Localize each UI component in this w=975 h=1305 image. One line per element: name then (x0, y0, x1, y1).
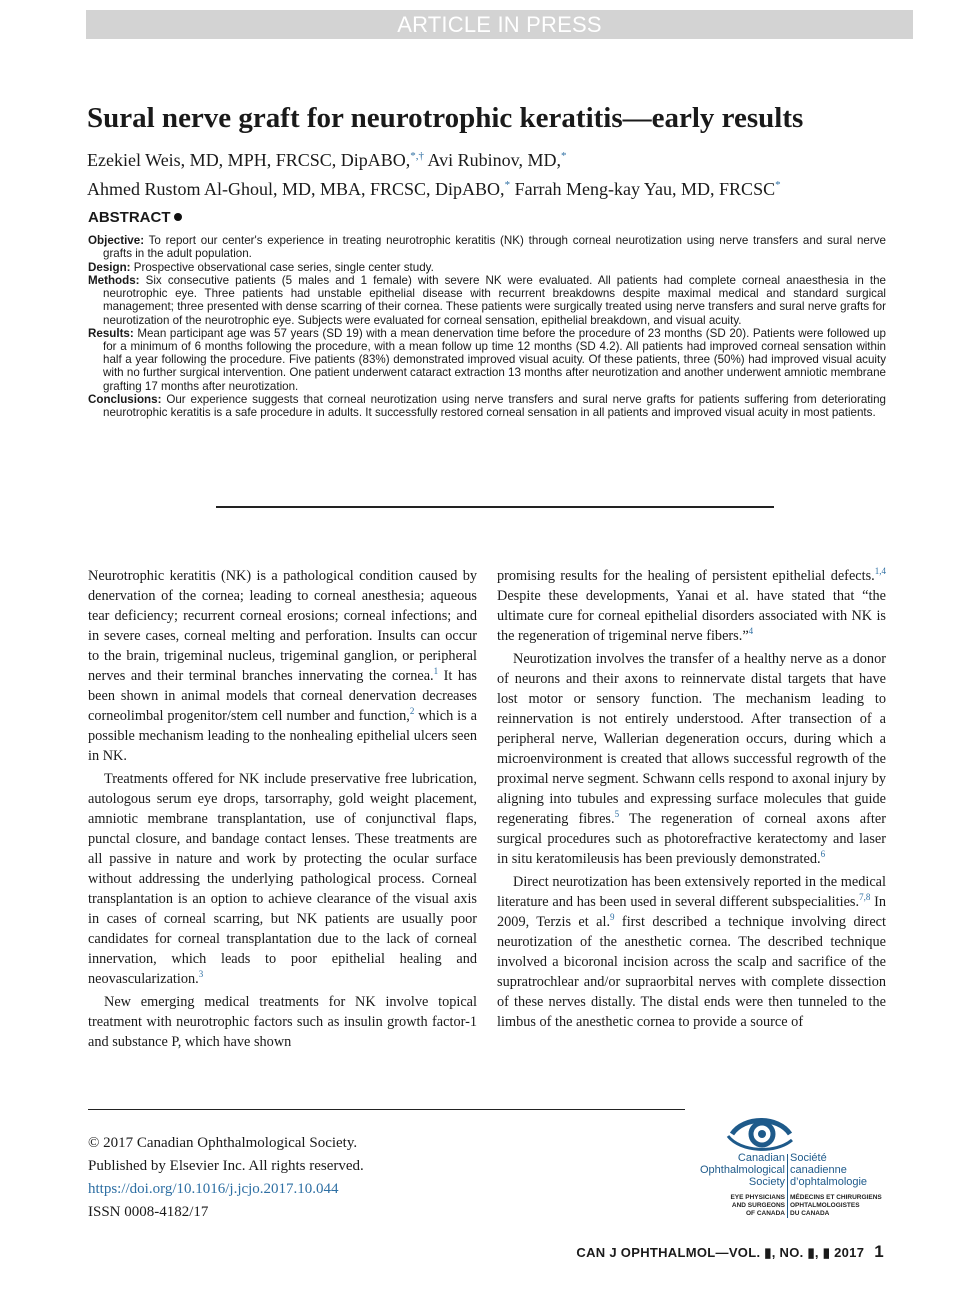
author-rubinov[interactable]: Avi Rubinov, MD, (427, 150, 562, 170)
logo-text: Canadian (737, 1152, 785, 1164)
author-affiliation-mark[interactable]: * (504, 179, 511, 191)
abstract-text: Our experience suggests that corneal neurotization using nerve transfers and sural nerve grafts for patients suffering from deteriorating neurotrophic keratitis is a safe procedure in adults. It successfully restored corneal sensation in all patients and improved visual acuity in most patients. (103, 393, 886, 420)
citation-link[interactable]: 9 (610, 912, 615, 923)
citation-link[interactable]: 1 (433, 666, 439, 677)
journal-citation: CAN J OPHTHALMOL—VOL. ▮, NO. ▮, ▮ 2017 (576, 1245, 865, 1260)
abstract-divider (216, 506, 774, 508)
body-text: It has been shown in animal models that corneal denervation decreases corneolimbal progenitor/stem cell number and function, (88, 668, 477, 724)
abstract-label: Objective: (88, 234, 145, 247)
author-weis[interactable]: Ezekiel Weis, MD, MPH, FRCSC, DipABO, (87, 150, 411, 170)
body-column-right (497, 566, 886, 1035)
abstract-text: Six consecutive patients (5 males and 1 female) with severe NK were evaluated. All patients had complete corneal anaesthesia in the neurotrophic eye. Three patients had unstable epithelial disease with recurrent breakdowns despite maximal medical and standard surgical management; three presented with dense scarring of their cornea. These patients were surgically treated using nerve transfers and sural nerve grafts for neurotization of the neurotrophic eye. Subjects were evaluated for corneal sensation, epithelial breakdown, and visual acuity. (103, 274, 886, 327)
logo-text: OPHTALMOLOGISTES (790, 1202, 860, 1209)
body-text: which is a possible mechanism leading to the nonhealing epithelial ulcers seen in NK. (88, 708, 477, 764)
logo-text: Society (748, 1176, 785, 1188)
body-paragraph (88, 566, 477, 766)
logo-text: AND SURGEONS (731, 1202, 785, 1209)
abstract-label: Results: (88, 327, 134, 341)
abstract-label: Methods: (88, 274, 140, 288)
logo-text: canadienne (790, 1164, 847, 1176)
logo-text: OF CANADA (746, 1210, 785, 1217)
logo-text: d’ophtalmologie (790, 1176, 868, 1188)
running-footer (576, 1242, 884, 1262)
body-paragraph (88, 992, 477, 1052)
citation-link[interactable]: 4 (748, 626, 754, 637)
body-text: Neurotization involves the transfer of a healthy nerve as a donor of neurons and their axons to reinnervate distal targets that have lost motor or sensory function. The mechanism leading to reinnervation is not entirely understood. After transection of a peripheral nerve, Wallerian degeneration occurs, during which a microenvironment is created that allows successful regrowth of the proximal nerve segment. Schwann cells respond to axonal injury by aligning into tubules and expressing surface molecules that guide regenerating fibres. (497, 651, 886, 827)
author-line-2 (87, 173, 917, 202)
footer-info (88, 1132, 364, 1224)
society-logo (694, 1112, 894, 1222)
body-text: Treatments offered for NK include preservative free lubrication, autologous serum eye drops, tarsorraphy, gold weight placement, amniotic membrane transplantation, use of conjunctival flaps, punctal closure, and bandage contact lenses. These treatments are all passive in nature and work by protecting the ocular surface without addressing the underlying pathological process. Corneal transplantation is an option to achieve clearance of the visual axis in cases of corneal scarring, but NK patients are usually poor candidates for corneal transplantation due to the lack of corneal innervation, which leads to poor epithelial healing and neovascularization. (88, 771, 477, 987)
citation-link[interactable]: 7,8 (859, 892, 871, 903)
article-in-press-banner: ARTICLE IN PRESS (86, 10, 913, 39)
body-paragraph (497, 649, 886, 869)
body-text: Neurotrophic keratitis (NK) is a pathological condition caused by denervation of the cornea; leading to corneal anesthesia; aqueous tear deficiency; recurrent corneal erosions; corneal infections; and in severe cases, corneal melting and perforation. Insults can occur to the brain, trigeminal nucleus, trigeminal ganglion, or peripheral nerves and their terminal branches innervating the cornea. (88, 568, 477, 684)
copyright-text: © 2017 Canadian Ophthalmological Society. (88, 1135, 358, 1151)
logo-text: EYE PHYSICIANS (730, 1194, 785, 1201)
author-al-ghoul[interactable]: Ahmed Rustom Al-Ghoul, MD, MBA, FRCSC, DipABO, (87, 179, 505, 199)
abstract-results (88, 327, 886, 392)
abstract-text: Mean participant age was 57 years (SD 19) with a mean denervation time before the procedure of 23 months (SD 20). Patients were followed up for a minimum of 6 months following the procedure, with a mean follow up time 12 months (SD 4.2). All patients had improved corneal sensation within half a year following the procedure. Five patients (83%) demonstrated improved visual acuity. Of these patients, three (50%) had improved visual acuity with no further surgical intervention. One patient underwent cataract extraction 13 months after neurotization and another underwent amniotic membrane grafting 17 months after neurotization. (103, 327, 886, 393)
abstract-text: To report our center's experience in treating neurotrophic keratitis (NK) through corneal neurotization using nerve transfers and sural nerve grafts in the adult population. (103, 234, 886, 261)
body-text: The regeneration of corneal axons after surgical procedures such as photorefractive keratectomy and laser in situ keratomileusis has been previously demonstrated. (497, 811, 886, 867)
body-text: promising results for the healing of persistent epithelial defects. (497, 568, 875, 584)
logo-french-name (790, 1152, 894, 1188)
author-list (87, 144, 917, 202)
logo-english-subtitle (694, 1194, 785, 1218)
logo-french-subtitle (790, 1194, 894, 1218)
citation-link[interactable]: 6 (820, 849, 826, 860)
issn-text: ISSN 0008-4182/17 (88, 1204, 209, 1220)
logo-english-name (694, 1152, 785, 1188)
article-title: Sural nerve graft for neurotrophic keratitis—early results (87, 102, 804, 134)
abstract-text: Prospective observational case series, single center study. (133, 260, 434, 274)
publisher-text: Published by Elsevier Inc. All rights reserved. (88, 1158, 364, 1174)
logo-text: MÉDECINS ET CHIRURGIENS (790, 1194, 882, 1201)
author-affiliation-mark[interactable]: * (561, 150, 567, 162)
citation-link[interactable]: 2 (409, 706, 415, 717)
abstract-conclusions (88, 393, 886, 419)
body-text: Direct neurotization has been extensively reported in the medical literature and has been used in several different subspecialities. (497, 874, 886, 910)
citation-link[interactable]: 3 (198, 969, 204, 980)
body-column-left (88, 566, 477, 1055)
body-text: New emerging medical treatments for NK involve topical treatment with neurotrophic factors such as insulin growth factor-1 and substance P, which have shown (88, 994, 477, 1050)
abstract-design (88, 261, 886, 274)
body-text: In 2009, Terzis et al. (497, 894, 886, 930)
abstract-heading (88, 209, 182, 226)
citation-link[interactable]: 1,4 (874, 566, 886, 577)
body-paragraph (497, 872, 886, 1032)
author-affiliation-mark[interactable]: *,† (410, 150, 424, 162)
author-line-1 (87, 144, 917, 173)
abstract-methods (88, 274, 886, 326)
body-text: Despite these developments, Yanai et al. have stated that “the ultimate cure for corneal epithelial disorders associated with NK is the regeneration of trigeminal nerve fibers.” (497, 588, 886, 644)
abstract-body (88, 234, 886, 420)
logo-divider (787, 1154, 788, 1218)
abstract-heading-text: ABSTRACT (88, 209, 171, 226)
bullet-icon (174, 213, 182, 221)
abstract-label: Conclusions: (88, 393, 162, 407)
body-paragraph (88, 769, 477, 989)
doi-link[interactable]: https://doi.org/10.1016/j.jcjo.2017.10.044 (88, 1181, 339, 1197)
logo-text: Société (790, 1152, 827, 1164)
page-number: 1 (874, 1242, 884, 1261)
author-affiliation-mark[interactable]: * (775, 179, 781, 191)
logo-text: Ophthalmological (700, 1164, 785, 1176)
footer-divider (88, 1109, 685, 1110)
abstract-objective (88, 234, 886, 260)
logo-text: DU CANADA (790, 1210, 830, 1217)
author-yau[interactable]: Farrah Meng-kay Yau, MD, FRCSC (514, 179, 776, 199)
body-text: first described a technique involving direct neurotization of the anesthetic cornea. The described technique involved a bicoronal incision across the scalp and sacrifice of the supratrochlear and/or supraorbital nerves with complete dissection of these nerves distally. The distal ends were then tunneled to the limbus of the anesthetic cornea to provide a source of (497, 914, 886, 1030)
citation-link[interactable]: 5 (614, 809, 620, 820)
abstract-label: Design: (88, 260, 131, 274)
body-paragraph (497, 566, 886, 646)
